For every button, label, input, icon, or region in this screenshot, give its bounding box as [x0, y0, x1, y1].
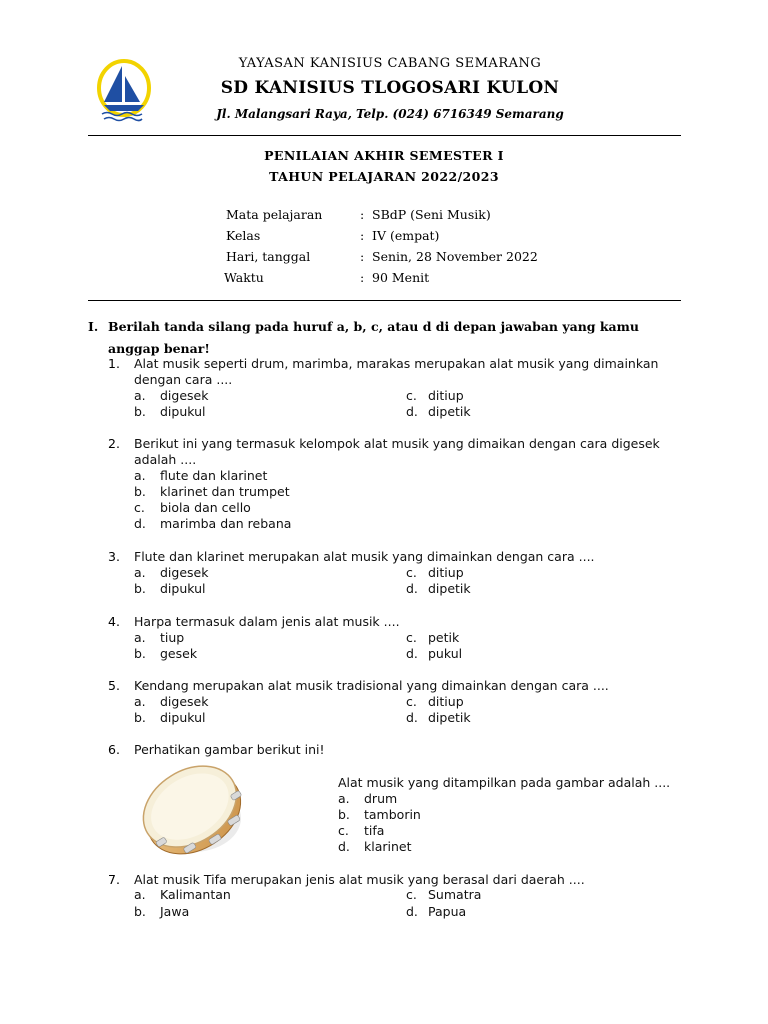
- option-text[interactable]: digesek: [160, 388, 209, 403]
- info-label: Kelas: [226, 228, 261, 243]
- option-text[interactable]: tifa: [364, 823, 385, 838]
- question-text: Flute dan klarinet merupakan alat musik yang dimainkan dengan cara ....: [134, 549, 595, 564]
- exam-title: PENILAIAN AKHIR SEMESTER I: [264, 148, 504, 163]
- option-text[interactable]: digesek: [160, 694, 209, 709]
- option-letter[interactable]: c.: [406, 388, 417, 403]
- question-text: Berikut ini yang termasuk kelompok alat musik yang dimaikan dengan cara digesek: [134, 436, 660, 451]
- option-letter[interactable]: b.: [134, 484, 146, 499]
- info-value-date: Senin, 28 November 2022: [372, 249, 538, 264]
- option-text[interactable]: marimba dan rebana: [160, 516, 292, 531]
- school-logo-icon: [96, 58, 152, 124]
- option-letter[interactable]: a.: [134, 694, 146, 709]
- question-number: 4.: [108, 614, 120, 629]
- option-letter[interactable]: a.: [134, 630, 146, 645]
- option-letter[interactable]: b.: [338, 807, 350, 822]
- option-text[interactable]: tiup: [160, 630, 185, 645]
- info-label: Mata pelajaran: [226, 207, 323, 222]
- question-text: adalah ....: [134, 452, 197, 467]
- header-divider: [88, 135, 681, 136]
- info-colon: :: [360, 228, 365, 243]
- question-number: 3.: [108, 549, 120, 564]
- question-number: 6.: [108, 742, 120, 757]
- option-letter[interactable]: c.: [338, 823, 349, 838]
- option-letter[interactable]: a.: [134, 388, 146, 403]
- info-label: Hari, tanggal: [226, 249, 311, 264]
- option-letter[interactable]: d.: [406, 581, 418, 596]
- option-text[interactable]: petik: [428, 630, 460, 645]
- question-number: 2.: [108, 436, 120, 451]
- option-text[interactable]: dipetik: [428, 404, 471, 419]
- option-letter[interactable]: d.: [406, 404, 418, 419]
- school-address: Jl. Malangsari Raya, Telp. (024) 6716349 Semarang: [216, 107, 564, 121]
- info-value-class: IV (empat): [372, 228, 440, 243]
- option-text[interactable]: drum: [364, 791, 398, 806]
- option-letter[interactable]: c.: [406, 565, 417, 580]
- option-text[interactable]: ditiup: [428, 565, 464, 580]
- info-colon: :: [360, 270, 365, 285]
- option-text[interactable]: gesek: [160, 646, 198, 661]
- info-value-duration: 90 Menit: [372, 270, 430, 285]
- question-text: Harpa termasuk dalam jenis alat musik ....: [134, 614, 400, 629]
- option-text[interactable]: dipukul: [160, 404, 206, 419]
- question-text: Kendang merupakan alat musik tradisional yang dimainkan dengan cara ....: [134, 678, 609, 693]
- option-letter[interactable]: a.: [134, 887, 146, 902]
- school-name: SD KANISIUS TLOGOSARI KULON: [220, 78, 560, 98]
- option-text[interactable]: Kalimantan: [160, 887, 231, 902]
- option-letter[interactable]: a.: [338, 791, 350, 806]
- foundation-name: YAYASAN KANISIUS CABANG SEMARANG: [238, 56, 542, 71]
- option-letter[interactable]: d.: [338, 839, 350, 854]
- option-text[interactable]: pukul: [428, 646, 463, 661]
- option-text[interactable]: Papua: [428, 904, 467, 919]
- option-letter[interactable]: b.: [134, 904, 146, 919]
- option-letter[interactable]: d.: [406, 710, 418, 725]
- question-text: Alat musik seperti drum, marimba, marakas merupakan alat musik yang dimainkan: [134, 356, 659, 371]
- option-letter[interactable]: d.: [406, 646, 418, 661]
- exam-year: TAHUN PELAJARAN 2022/2023: [269, 169, 499, 184]
- section-instruction-text: Berilah tanda silang pada huruf a, b, c, atau d di depan jawaban yang kamu anggap benar!: [108, 319, 639, 356]
- subquestion-text: Alat musik yang ditampilkan pada gambar adalah ....: [338, 775, 671, 790]
- info-label: Waktu: [224, 270, 264, 285]
- info-divider: [88, 300, 681, 301]
- question-number: 1.: [108, 356, 120, 371]
- option-text[interactable]: dipetik: [428, 710, 471, 725]
- option-letter[interactable]: c.: [406, 630, 417, 645]
- option-text[interactable]: ditiup: [428, 694, 464, 709]
- option-text[interactable]: digesek: [160, 565, 209, 580]
- option-letter[interactable]: b.: [134, 710, 146, 725]
- option-text[interactable]: klarinet: [364, 839, 412, 854]
- info-colon: :: [360, 249, 365, 264]
- option-text[interactable]: Jawa: [160, 904, 190, 919]
- option-text[interactable]: dipukul: [160, 710, 206, 725]
- option-letter[interactable]: d.: [406, 904, 418, 919]
- question-text: Perhatikan gambar berikut ini!: [134, 742, 325, 757]
- tambourine-image: [138, 760, 246, 860]
- option-letter[interactable]: a.: [134, 468, 146, 483]
- option-letter[interactable]: b.: [134, 581, 146, 596]
- option-letter[interactable]: c.: [406, 694, 417, 709]
- option-text[interactable]: ditiup: [428, 388, 464, 403]
- option-text[interactable]: flute dan klarinet: [160, 468, 268, 483]
- option-letter[interactable]: b.: [134, 404, 146, 419]
- option-text[interactable]: biola dan cello: [160, 500, 251, 515]
- question-number: 7.: [108, 872, 120, 887]
- option-text[interactable]: klarinet dan trumpet: [160, 484, 290, 499]
- option-text[interactable]: tamborin: [364, 807, 421, 822]
- option-text[interactable]: dipukul: [160, 581, 206, 596]
- option-letter[interactable]: d.: [134, 516, 146, 531]
- info-value-subject: SBdP (Seni Musik): [372, 207, 491, 222]
- option-letter[interactable]: b.: [134, 646, 146, 661]
- option-letter[interactable]: c.: [134, 500, 145, 515]
- option-letter[interactable]: a.: [134, 565, 146, 580]
- question-text: dengan cara ....: [134, 372, 233, 387]
- question-text: Alat musik Tifa merupakan jenis alat musik yang berasal dari daerah ....: [134, 872, 585, 887]
- option-letter[interactable]: c.: [406, 887, 417, 902]
- info-colon: :: [360, 207, 365, 222]
- section-number: I.: [88, 319, 99, 334]
- question-number: 5.: [108, 678, 120, 693]
- option-text[interactable]: Sumatra: [428, 887, 482, 902]
- option-text[interactable]: dipetik: [428, 581, 471, 596]
